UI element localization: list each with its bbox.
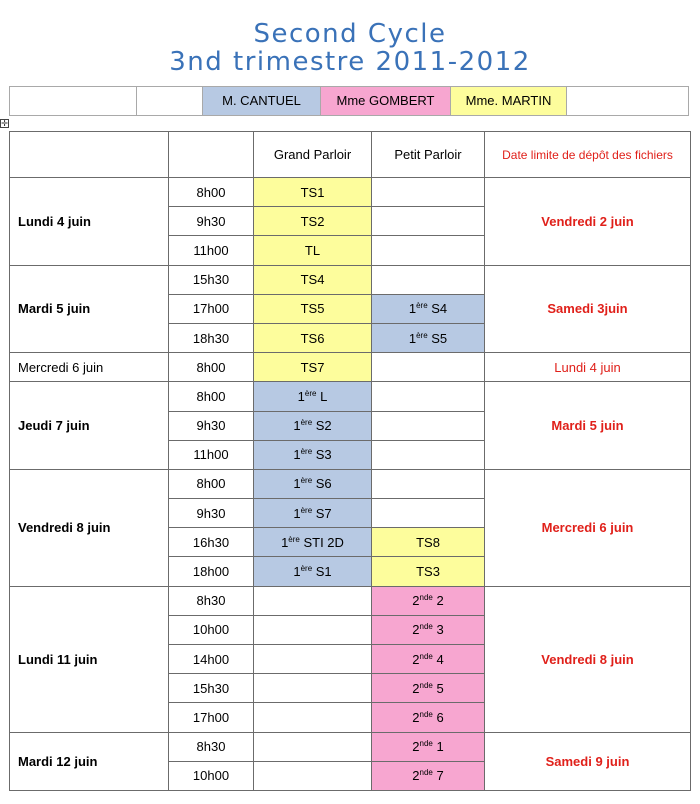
deadline-cell: Samedi 3juin xyxy=(485,265,691,353)
class-name: 1 xyxy=(293,418,301,434)
petit-parloir-cell xyxy=(372,674,485,703)
class-name: TS4 xyxy=(300,272,325,288)
class-name: TS8 xyxy=(416,534,440,550)
grand-parloir-cell xyxy=(254,469,372,498)
time-cell: 18h00 xyxy=(169,557,254,586)
class-name: TS3 xyxy=(416,564,440,580)
time-cell: 9h30 xyxy=(169,499,254,528)
time-cell: 8h30 xyxy=(169,732,254,761)
document-subtitle: 3nd trimestre 2011-2012 xyxy=(169,47,531,77)
grand-parloir-cell xyxy=(254,411,372,440)
class-name: 2 xyxy=(412,651,420,667)
time-cell: 14h00 xyxy=(169,645,254,674)
deadline-cell: Lundi 4 juin xyxy=(485,353,691,382)
header-row xyxy=(10,132,691,178)
class-name: 2 xyxy=(412,709,420,725)
schedule-table xyxy=(9,131,691,791)
petit-parloir-cell xyxy=(372,703,485,732)
grand-parloir-cell xyxy=(254,761,372,790)
grand-parloir-cell xyxy=(254,236,372,265)
deadline-cell: Mercredi 6 juin xyxy=(485,469,691,586)
day-label: Mercredi 6 juin xyxy=(10,353,169,382)
legend-cantuel: M. CANTUEL xyxy=(203,87,321,115)
schedule-row xyxy=(10,732,691,761)
class-group: S5 xyxy=(427,330,448,346)
legend-martin: Mme. MARTIN xyxy=(451,87,567,115)
grand-parloir-cell xyxy=(254,207,372,236)
time-cell: 8h00 xyxy=(169,353,254,382)
time-cell: 11h00 xyxy=(169,440,254,469)
petit-parloir-cell xyxy=(372,382,485,411)
class-group: S6 xyxy=(312,476,332,492)
deadline-cell: Samedi 9 juin xyxy=(485,732,691,790)
grand-parloir-cell xyxy=(254,294,372,323)
petit-parloir-cell xyxy=(372,440,485,469)
petit-parloir-cell xyxy=(372,353,485,382)
class-name: 1 xyxy=(297,388,305,404)
time-cell: 8h00 xyxy=(169,382,254,411)
time-cell: 11h00 xyxy=(169,236,254,265)
class-group: S1 xyxy=(312,564,332,580)
class-ordinal-suffix: nde xyxy=(419,739,433,749)
grand-parloir-cell xyxy=(254,178,372,207)
day-label: Mardi 12 juin xyxy=(10,732,169,790)
grand-parloir-cell xyxy=(254,382,372,411)
class-group: 7 xyxy=(432,768,444,784)
time-cell: 8h30 xyxy=(169,586,254,615)
petit-parloir-cell xyxy=(372,557,485,586)
class-ordinal-suffix: nde xyxy=(419,709,433,719)
time-cell: 8h00 xyxy=(169,178,254,207)
grand-parloir-cell xyxy=(254,674,372,703)
petit-parloir-cell xyxy=(372,732,485,761)
header-empty-day xyxy=(10,132,169,178)
class-group: 5 xyxy=(432,680,444,696)
class-ordinal-suffix: nde xyxy=(419,593,433,603)
grand-parloir-cell xyxy=(254,440,372,469)
grand-parloir-cell xyxy=(254,732,372,761)
time-cell: 9h30 xyxy=(169,207,254,236)
schedule-row xyxy=(10,469,691,498)
teacher-legend xyxy=(9,86,689,116)
class-name: TS6 xyxy=(300,330,325,346)
time-cell: 10h00 xyxy=(169,761,254,790)
class-name: 2 xyxy=(412,622,420,638)
class-group: 3 xyxy=(432,622,444,638)
schedule-row xyxy=(10,353,691,382)
class-name: 1 xyxy=(293,505,301,521)
class-ordinal-suffix: ère xyxy=(300,447,313,457)
petit-parloir-cell xyxy=(372,499,485,528)
schedule-row xyxy=(10,265,691,294)
class-ordinal-suffix: ère xyxy=(300,476,313,486)
time-cell: 9h30 xyxy=(169,411,254,440)
header-petit-parloir: Petit Parloir xyxy=(372,132,485,178)
grand-parloir-cell xyxy=(254,703,372,732)
document-title: Second Cycle xyxy=(253,19,447,49)
class-name: 1 xyxy=(293,564,301,580)
day-label: Lundi 11 juin xyxy=(10,586,169,732)
class-group: S7 xyxy=(312,505,332,521)
petit-parloir-cell xyxy=(372,323,485,352)
deadline-cell: Mardi 5 juin xyxy=(485,382,691,470)
petit-parloir-cell xyxy=(372,178,485,207)
class-name: 1 xyxy=(408,330,417,346)
day-label: Mardi 5 juin xyxy=(10,265,169,353)
class-ordinal-suffix: ère xyxy=(288,534,300,544)
grand-parloir-cell xyxy=(254,323,372,352)
time-cell: 8h00 xyxy=(169,469,254,498)
header-empty-time xyxy=(169,132,254,178)
time-cell: 15h30 xyxy=(169,674,254,703)
class-ordinal-suffix: nde xyxy=(419,622,433,632)
class-ordinal-suffix: ère xyxy=(300,418,313,428)
class-ordinal-suffix: nde xyxy=(419,768,433,778)
grand-parloir-cell xyxy=(254,557,372,586)
class-group: 1 xyxy=(432,739,444,755)
grand-parloir-cell xyxy=(254,265,372,294)
grand-parloir-cell xyxy=(254,499,372,528)
class-ordinal-suffix: ère xyxy=(300,564,313,574)
petit-parloir-cell xyxy=(372,236,485,265)
petit-parloir-cell xyxy=(372,761,485,790)
class-name: 2 xyxy=(412,768,420,784)
time-cell: 18h30 xyxy=(169,323,254,352)
class-group: 4 xyxy=(432,651,444,667)
petit-parloir-cell xyxy=(372,265,485,294)
petit-parloir-cell xyxy=(372,615,485,644)
class-name: 1 xyxy=(293,476,301,492)
class-ordinal-suffix: nde xyxy=(419,651,433,661)
class-name: 2 xyxy=(412,680,420,696)
grand-parloir-cell xyxy=(254,615,372,644)
petit-parloir-cell xyxy=(372,528,485,557)
time-cell: 17h00 xyxy=(169,703,254,732)
petit-parloir-cell xyxy=(372,294,485,323)
class-ordinal-suffix: ère xyxy=(300,505,313,515)
table-move-handle-icon[interactable]: ✛ xyxy=(1,119,8,128)
grand-parloir-cell xyxy=(254,586,372,615)
petit-parloir-cell xyxy=(372,645,485,674)
class-group: L xyxy=(316,388,328,404)
time-cell: 17h00 xyxy=(169,294,254,323)
legend-empty-cell-2 xyxy=(137,87,203,115)
class-name: 1 xyxy=(281,534,289,550)
deadline-cell: Vendredi 8 juin xyxy=(485,586,691,732)
time-cell: 10h00 xyxy=(169,615,254,644)
grand-parloir-cell xyxy=(254,353,372,382)
class-group: 6 xyxy=(432,709,444,725)
header-grand-parloir: Grand Parloir xyxy=(254,132,372,178)
petit-parloir-cell xyxy=(372,207,485,236)
header-deadline: Date limite de dépôt des fichiers xyxy=(485,132,691,178)
day-label: Lundi 4 juin xyxy=(10,178,169,266)
class-name: TS1 xyxy=(300,184,325,200)
class-name: TS7 xyxy=(300,359,325,375)
class-name: 1 xyxy=(408,301,417,317)
time-cell: 15h30 xyxy=(169,265,254,294)
class-name: 1 xyxy=(293,447,301,463)
class-ordinal-suffix: ère xyxy=(416,330,428,340)
class-group: STI 2D xyxy=(299,534,344,550)
class-ordinal-suffix: ère xyxy=(416,301,428,311)
class-ordinal-suffix: nde xyxy=(419,680,433,690)
petit-parloir-cell xyxy=(372,411,485,440)
class-group: S2 xyxy=(312,418,332,434)
class-group: S4 xyxy=(427,301,448,317)
grand-parloir-cell xyxy=(254,645,372,674)
class-name: 2 xyxy=(412,739,420,755)
grand-parloir-cell xyxy=(254,528,372,557)
schedule-row xyxy=(10,382,691,411)
time-cell: 16h30 xyxy=(169,528,254,557)
schedule-row xyxy=(10,178,691,207)
class-name: TL xyxy=(304,242,321,258)
schedule-row xyxy=(10,586,691,615)
class-group: 2 xyxy=(432,593,444,609)
legend-empty-cell-3 xyxy=(567,87,688,115)
class-group: S3 xyxy=(312,447,332,463)
class-ordinal-suffix: ère xyxy=(304,388,317,398)
petit-parloir-cell xyxy=(372,586,485,615)
petit-parloir-cell xyxy=(372,469,485,498)
class-name: 2 xyxy=(412,593,420,609)
day-label: Vendredi 8 juin xyxy=(10,469,169,586)
legend-gombert: Mme GOMBERT xyxy=(321,87,451,115)
day-label: Jeudi 7 juin xyxy=(10,382,169,470)
class-name: TS2 xyxy=(300,213,325,229)
class-name: TS5 xyxy=(300,301,325,317)
legend-empty-cell-1 xyxy=(10,87,137,115)
deadline-cell: Vendredi 2 juin xyxy=(485,178,691,266)
